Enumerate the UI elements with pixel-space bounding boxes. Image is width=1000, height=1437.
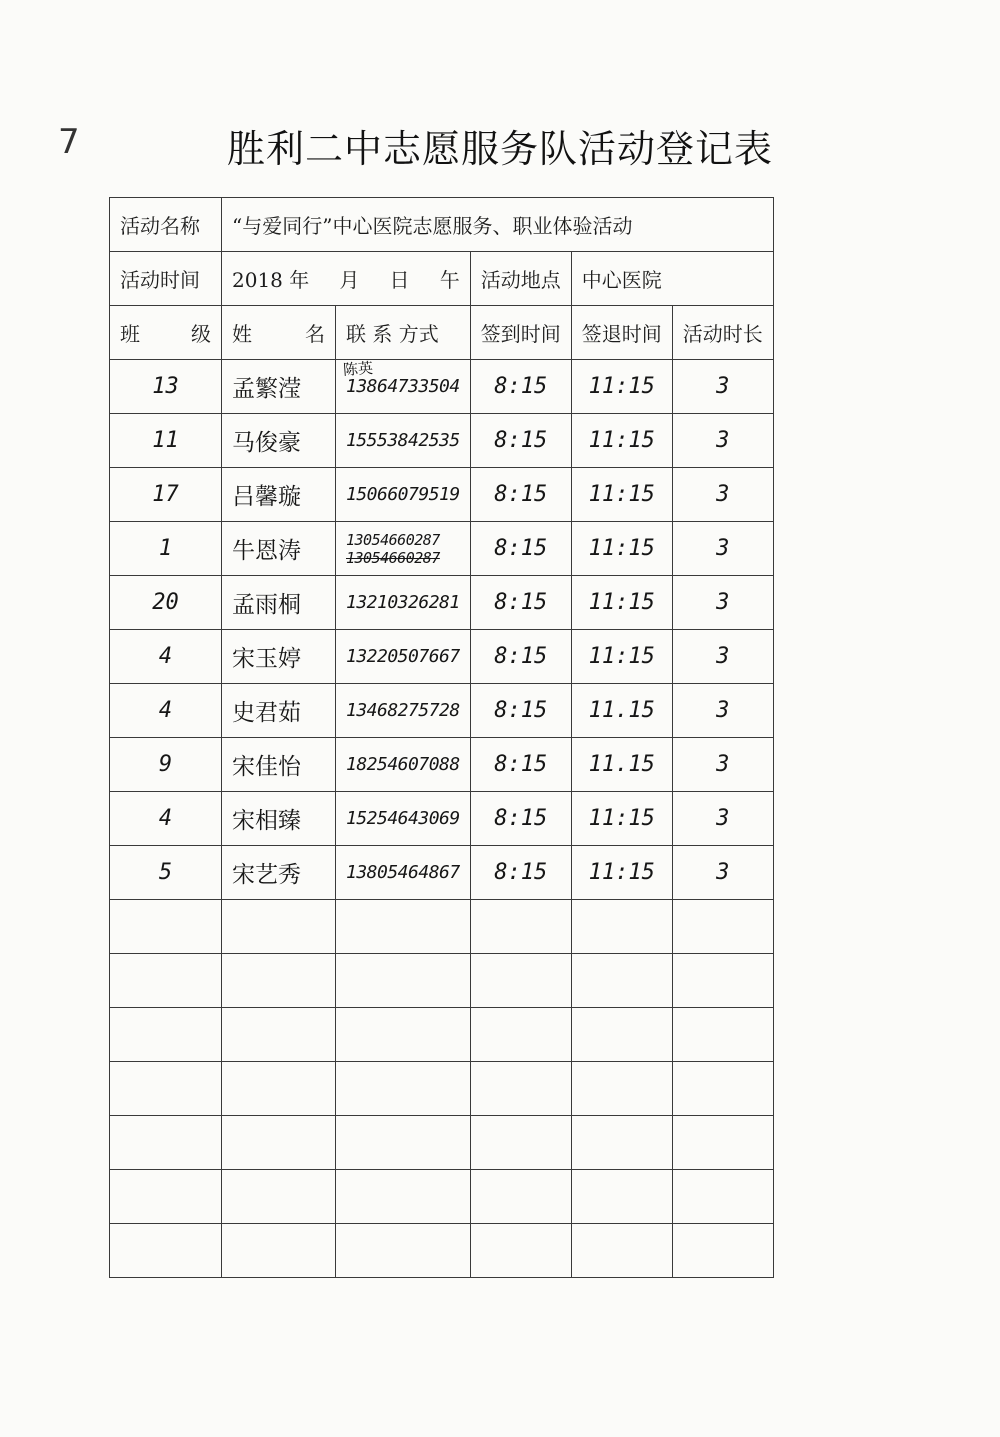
empty-row — [110, 1224, 774, 1278]
activity-name-label: 活动名称 — [110, 198, 222, 252]
cell-duration: 3 — [672, 576, 773, 630]
cell-phone: 13210326281 — [336, 576, 471, 630]
cell-class: 11 — [110, 414, 222, 468]
cell-sign-in: 8:15 — [470, 576, 571, 630]
cell-class: 17 — [110, 468, 222, 522]
cell-sign-out: 11:15 — [571, 630, 672, 684]
empty-row — [110, 1008, 774, 1062]
table-row — [110, 468, 774, 522]
activity-name-value: “与爱同行”中心医院志愿服务、职业体验活动 — [222, 198, 774, 252]
cell-phone: 13805464867 — [336, 846, 471, 900]
cell-name: 牛恩涛 — [222, 522, 336, 576]
cell-name: 孟繁滢 — [222, 360, 336, 414]
cell-sign-out: 11:15 — [571, 360, 672, 414]
page-number: 7 — [58, 122, 80, 162]
cell-name: 孟雨桐 — [222, 576, 336, 630]
cell-name: 宋艺秀 — [222, 846, 336, 900]
cell-sign-out: 11.15 — [571, 738, 672, 792]
empty-row — [110, 1062, 774, 1116]
cell-duration: 3 — [672, 684, 773, 738]
annotation-extra-name: 陈英 — [342, 358, 374, 380]
cell-class: 1 — [110, 522, 222, 576]
cell-class: 9 — [110, 738, 222, 792]
cell-phone: 15553842535 — [336, 414, 471, 468]
col-header-duration: 活动时长 — [672, 306, 773, 360]
column-header-row — [110, 306, 774, 360]
cell-class: 13 — [110, 360, 222, 414]
col-header-sign-in: 签到时间 — [470, 306, 571, 360]
cell-sign-out: 11:15 — [571, 576, 672, 630]
cell-class: 4 — [110, 792, 222, 846]
table-row — [110, 522, 774, 576]
cell-duration: 3 — [672, 468, 773, 522]
cell-sign-out: 11:15 — [571, 522, 672, 576]
cell-duration: 3 — [672, 522, 773, 576]
registration-table — [109, 197, 774, 1278]
activity-place-value: 中心医院 — [571, 252, 773, 306]
table-row — [110, 684, 774, 738]
time-year: 2018 年 — [232, 268, 310, 292]
cell-duration: 3 — [672, 414, 773, 468]
time-day: 日 — [389, 268, 410, 292]
phone-line-upper: 13054660287 — [346, 530, 440, 549]
empty-row — [110, 954, 774, 1008]
cell-name: 宋玉婷 — [222, 630, 336, 684]
time-noon: 午 — [439, 268, 460, 292]
empty-row — [110, 1116, 774, 1170]
cell-class: 20 — [110, 576, 222, 630]
cell-sign-out: 11:15 — [571, 846, 672, 900]
cell-phone: 18254607088 — [336, 738, 471, 792]
form-title: 胜利二中志愿服务队活动登记表 — [226, 127, 773, 171]
cell-sign-in: 8:15 — [470, 414, 571, 468]
col-header-sign-out: 签退时间 — [571, 306, 672, 360]
empty-row — [110, 1170, 774, 1224]
col-header-name: 姓 名 — [222, 306, 336, 360]
cell-sign-in: 8:15 — [470, 846, 571, 900]
activity-place-label: 活动地点 — [470, 252, 571, 306]
cell-sign-in: 8:15 — [470, 630, 571, 684]
cell-phone: 13864733504 — [336, 360, 471, 414]
cell-class: 4 — [110, 684, 222, 738]
cell-duration: 3 — [672, 360, 773, 414]
cell-sign-out: 11:15 — [571, 414, 672, 468]
cell-phone: 13220507667 — [336, 630, 471, 684]
activity-time-label: 活动时间 — [110, 252, 222, 306]
cell-sign-in: 8:15 — [470, 738, 571, 792]
cell-sign-in: 8:15 — [470, 468, 571, 522]
cell-name: 宋相臻 — [222, 792, 336, 846]
cell-sign-out: 11:15 — [571, 792, 672, 846]
cell-sign-out: 11.15 — [571, 684, 672, 738]
cell-duration: 3 — [672, 846, 773, 900]
cell-duration: 3 — [672, 792, 773, 846]
activity-time-value — [222, 252, 471, 306]
empty-row — [110, 900, 774, 954]
cell-sign-in: 8:15 — [470, 684, 571, 738]
cell-phone: 15066079519 — [336, 468, 471, 522]
cell-name: 马俊豪 — [222, 414, 336, 468]
activity-name-row — [110, 198, 774, 252]
table-row — [110, 846, 774, 900]
cell-sign-in: 8:15 — [470, 522, 571, 576]
time-month: 月 — [339, 268, 360, 292]
cell-phone — [336, 522, 471, 576]
table-row — [110, 792, 774, 846]
cell-name: 史君茹 — [222, 684, 336, 738]
cell-phone: 13468275728 — [336, 684, 471, 738]
table-row — [110, 630, 774, 684]
activity-time-row — [110, 252, 774, 306]
table-row — [110, 360, 774, 414]
cell-sign-out: 11:15 — [571, 468, 672, 522]
cell-class: 5 — [110, 846, 222, 900]
table-row — [110, 414, 774, 468]
cell-duration: 3 — [672, 630, 773, 684]
cell-class: 4 — [110, 630, 222, 684]
cell-duration: 3 — [672, 738, 773, 792]
table-row — [110, 576, 774, 630]
cell-phone: 15254643069 — [336, 792, 471, 846]
table-row — [110, 738, 774, 792]
cell-sign-in: 8:15 — [470, 792, 571, 846]
cell-name: 吕馨璇 — [222, 468, 336, 522]
cell-name: 宋佳怡 — [222, 738, 336, 792]
col-header-class: 班 级 — [110, 306, 222, 360]
col-header-phone: 联 系 方式 — [336, 306, 471, 360]
cell-sign-in: 8:15 — [470, 360, 571, 414]
phone-line-lower: 13054660287 — [346, 548, 440, 567]
